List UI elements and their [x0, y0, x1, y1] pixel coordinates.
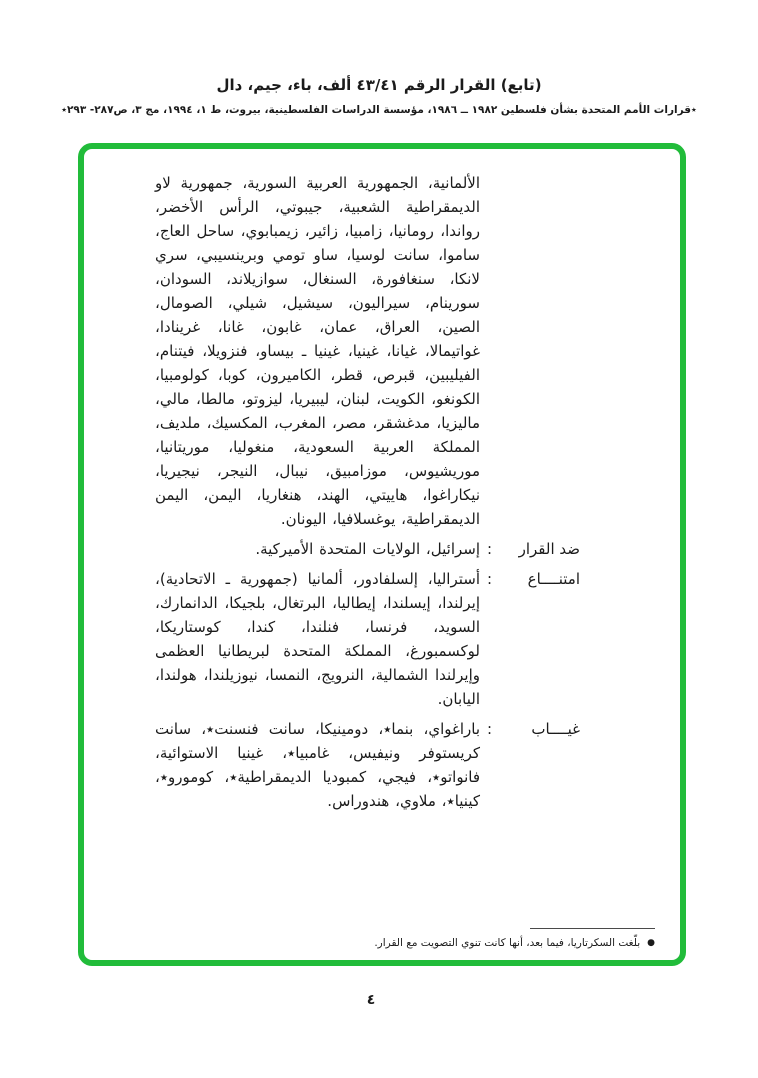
label-colon: : — [487, 720, 493, 738]
vote-section-against — [155, 537, 580, 561]
footnote-text: بلّغت السكرتاريا، فيما بعد، أنها كانت تنوي التصويت مع القرار. — [374, 937, 641, 949]
section-text: باراغواي، بنما٭، دومينيكا، سانت فنسنت٭، سانت كريستوفر ونيفيس، غامبيا٭، غينيا الاستوائية، فانواتو٭، فيجي، كمبوديا الديمقراطية٭، كومورو٭، كينيا٭، ملاوي، هندوراس. — [155, 720, 480, 810]
footnote-divider — [530, 928, 655, 930]
label-colon: : — [487, 540, 493, 558]
page-title: (تابع) القرار الرقم ٤٣/٤١ ألف، باء، جيم، دال — [216, 76, 542, 94]
section-text: أستراليا، إلسلفادور، ألمانيا (جمهورية ـ الاتحادية)، إيرلندا، إيسلندا، إيطاليا، البرتغال، بلجيكا، الدانمارك، السويد، فرنسا، فنلندا، كندا، كوستاريكا، لوكسمبورغ، المملكة المتحدة لبريطانيا العظمى وإيرلندا الشمالية، النرويج، النمسا، نيوزيلندا، هولندا، اليابان. — [155, 570, 480, 708]
footnote-bullet-icon: ● — [647, 938, 655, 948]
vote-record — [155, 171, 580, 813]
section-text: الألمانية، الجمهورية العربية السورية، جمهورية لاو الديمقراطية الشعبية، جيبوتي، الرأس الأخضر، رواندا، رومانيا، زامبيا، زائير، زيمبابوي، ساحل العاج، ساموا، سانت لوسيا، ساو تومي وبرينسيبي، سري لانكا، سنغافورة، السنغال، سوازيلاند، السودان، سورينام، سيراليون، سيشيل، شيلي، الصومال، الصين، العراق، عمان، غابون، غانا، غرينادا، غواتيمالا، غيانا، غينيا، غينيا ـ بيساو، فنزويلا، فيتنام، الفيليبين، قبرص، قطر، الكاميرون، كوبا، كولومبيا، الكونغو، الكويت، لبنان، ليبيريا، ليزوتو، مالطا، مالي، ماليزيا، مدغشقر، مصر، المغرب، المكسيك، ملديف، المملكة العربية السعودية، منغوليا، موريتانيا، موريشيوس، موزامبيق، نيبال، النيجر، نيجيريا، نيكاراغوا، هاييتي، الهند، هنغاريا، اليمن، اليمن الديمقراطية، يوغسلافيا، اليونان. — [155, 174, 480, 528]
vote-section-absent — [155, 717, 580, 813]
vote-section-abstain — [155, 567, 580, 711]
vote-section-for — [155, 171, 580, 531]
page-number: ٤ — [366, 992, 376, 1008]
section-label: امتنــــاع — [527, 570, 580, 588]
section-label: غيــــاب — [531, 720, 580, 738]
section-label-area — [487, 537, 580, 561]
content-box — [78, 143, 686, 966]
footnote — [374, 928, 655, 953]
section-text: إسرائيل، الولايات المتحدة الأميركية. — [255, 540, 480, 558]
page-header — [0, 76, 758, 116]
label-colon: : — [487, 570, 493, 588]
section-label: ضد القرار — [518, 540, 580, 558]
section-label-area — [487, 567, 580, 591]
source-citation: ٭قرارات الأمم المتحدة بشأن فلسطين ١٩٨٢ ــ ١٩٨٦، مؤسسة الدراسات الفلسطينية، بيروت، ط ١، ١٩٩٤، مج ٣، ص٢٨٧- ٢٩٣٭ — [61, 104, 697, 116]
section-label-area — [487, 717, 580, 741]
